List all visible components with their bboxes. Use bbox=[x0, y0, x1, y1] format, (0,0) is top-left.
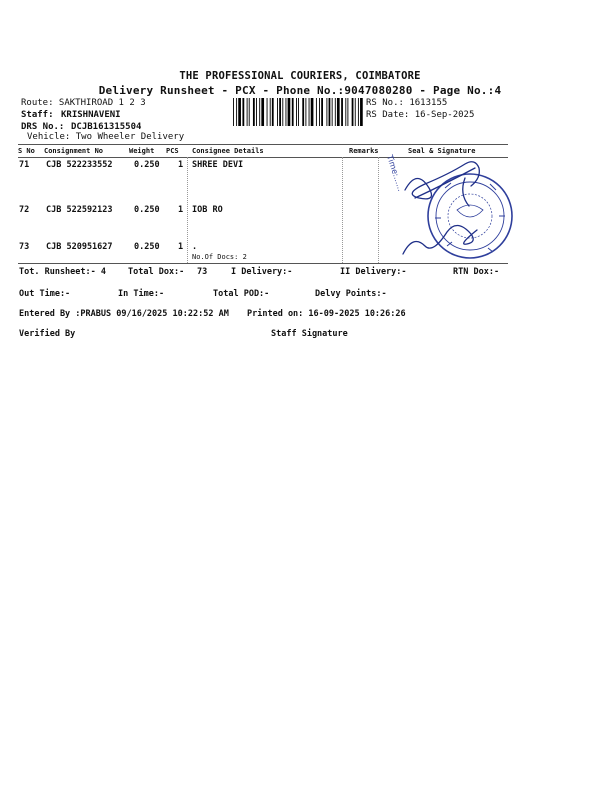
col-header-sno: S No bbox=[18, 147, 35, 155]
rs-date: RS Date: 16-Sep-2025 bbox=[366, 110, 475, 120]
table-bottom-rule bbox=[18, 263, 508, 264]
tot-runsheet: Tot. Runsheet:- 4 bbox=[19, 267, 106, 277]
staff-signature-label: Staff Signature bbox=[271, 329, 348, 339]
rs-number: RS No.: 1613155 bbox=[366, 98, 448, 108]
barcode-image bbox=[233, 98, 363, 126]
row-weight: 0.250 bbox=[134, 242, 160, 252]
delvy-points: Delvy Points:- bbox=[315, 289, 387, 299]
runsheet-subtitle: Delivery Runsheet - PCX - Phone No.:9047080280 - Page No.:4 bbox=[98, 84, 502, 97]
company-title: THE PROFESSIONAL COURIERS, COIMBATORE bbox=[179, 70, 421, 82]
in-time: In Time:- bbox=[118, 289, 165, 299]
rtn-dox: RTN Dox:- bbox=[453, 267, 500, 277]
printed-on: Printed on: 16-09-2025 10:26:26 bbox=[247, 309, 406, 319]
drs-number: DCJB161315504 bbox=[71, 122, 142, 132]
row-consignee: . bbox=[192, 242, 198, 252]
ii-delivery: II Delivery:- bbox=[340, 267, 407, 277]
total-pod: Total POD:- bbox=[213, 289, 270, 299]
company-seal-icon bbox=[428, 174, 512, 258]
row-sno: 72 bbox=[19, 205, 30, 215]
staff-label: Staff: bbox=[21, 110, 54, 120]
row-consignment: CJB 522592123 bbox=[46, 205, 113, 215]
row-weight: 0.250 bbox=[134, 160, 160, 170]
no-of-docs: No.Of Docs: 2 bbox=[192, 253, 247, 261]
vehicle: Vehicle: Two Wheeler Delivery bbox=[27, 132, 185, 142]
row-consignee: SHREE DEVI bbox=[192, 160, 244, 170]
entered-by: Entered By :PRABUS 09/16/2025 10:22:52 AM bbox=[19, 309, 229, 319]
row-weight: 0.250 bbox=[134, 205, 160, 215]
col-header-seal: Seal & Signature bbox=[408, 147, 476, 155]
row-consignee: IOB RO bbox=[192, 205, 223, 215]
col-header-weight: Weight bbox=[129, 147, 155, 155]
total-dox-value: 73 bbox=[197, 267, 208, 277]
row-pcs: 1 bbox=[178, 242, 184, 252]
row-consignment: CJB 520951627 bbox=[46, 242, 113, 252]
col-header-consignment: Consignment No bbox=[44, 147, 104, 155]
table-top-rule bbox=[18, 144, 508, 145]
handwritten-signature-icon bbox=[403, 162, 479, 254]
total-dox-label: Total Dox:- bbox=[128, 267, 185, 277]
row-consignment: CJB 522233552 bbox=[46, 160, 113, 170]
row-sno: 73 bbox=[19, 242, 30, 252]
seal-signature-stamp bbox=[375, 148, 515, 263]
col-header-remarks: Remarks bbox=[349, 147, 379, 155]
verified-by: Verified By bbox=[19, 329, 76, 339]
out-time: Out Time:- bbox=[19, 289, 71, 299]
col-divider bbox=[342, 157, 343, 263]
row-pcs: 1 bbox=[178, 160, 184, 170]
i-delivery: I Delivery:- bbox=[231, 267, 293, 277]
col-divider bbox=[187, 157, 188, 263]
row-sno: 71 bbox=[19, 160, 30, 170]
staff-name: KRISHNAVENI bbox=[61, 110, 121, 120]
handwritten-time-note: Time:...... bbox=[385, 153, 406, 193]
drs-label: DRS No.: bbox=[21, 122, 65, 132]
route: Route: SAKTHIROAD 1 2 3 bbox=[21, 98, 146, 108]
row-pcs: 1 bbox=[178, 205, 184, 215]
col-header-pcs: PCS bbox=[166, 147, 179, 155]
col-header-consignee: Consignee Details bbox=[192, 147, 264, 155]
